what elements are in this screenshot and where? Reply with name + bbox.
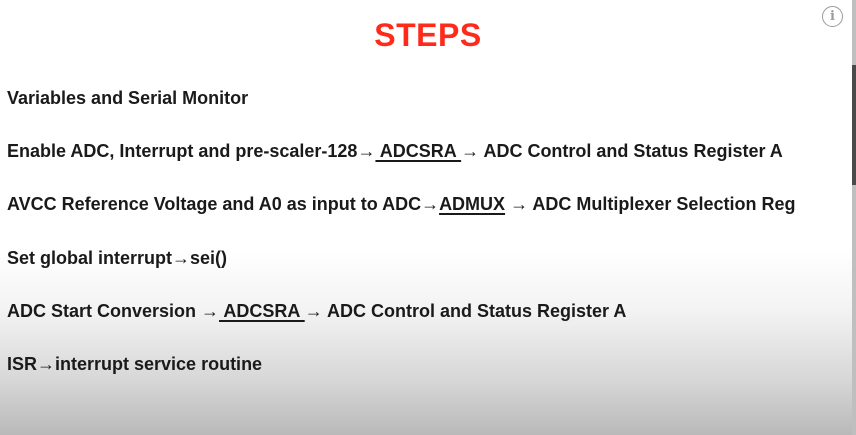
arrow-icon: → bbox=[505, 194, 529, 214]
step-text: ISR bbox=[7, 354, 38, 374]
arrow-icon: → bbox=[37, 354, 56, 374]
step-text: interrupt service routine bbox=[55, 354, 263, 374]
arrow-icon: → bbox=[304, 301, 323, 321]
step-text: Variables and Serial Monitor bbox=[7, 88, 249, 108]
arrow-icon: → bbox=[461, 141, 480, 161]
arrow-icon: → bbox=[172, 248, 191, 268]
register-description: ADC Control and Status Register A bbox=[322, 301, 627, 321]
step-5 bbox=[7, 301, 626, 322]
step-text: ADC Start Conversion bbox=[7, 301, 202, 321]
scrollbar-thumb[interactable] bbox=[852, 65, 856, 185]
step-text: Enable ADC, Interrupt and pre-scaler-128 bbox=[7, 141, 358, 161]
step-text: AVCC Reference Voltage and A0 as input to ADC bbox=[7, 194, 422, 214]
function-name: sei() bbox=[190, 248, 228, 268]
step-6 bbox=[7, 354, 262, 375]
register-description: ADC Multiplexer Selection Reg bbox=[528, 194, 796, 214]
arrow-icon: → bbox=[201, 301, 220, 321]
step-4 bbox=[7, 248, 227, 269]
arrow-icon: → bbox=[357, 141, 376, 161]
step-3 bbox=[7, 194, 795, 215]
step-text: Set global interrupt bbox=[7, 248, 173, 268]
arrow-icon: → bbox=[421, 194, 440, 214]
step-1 bbox=[7, 88, 248, 109]
register-description: ADC Control and Status Register A bbox=[479, 141, 783, 161]
register-name: ADMUX bbox=[439, 194, 506, 214]
register-name: ADCSRA bbox=[219, 301, 305, 321]
scrollbar[interactable] bbox=[852, 0, 856, 435]
step-2 bbox=[7, 141, 783, 162]
info-icon[interactable]: i bbox=[822, 6, 843, 27]
register-name: ADCSRA bbox=[375, 141, 462, 161]
slide-title: STEPS bbox=[374, 17, 482, 53]
